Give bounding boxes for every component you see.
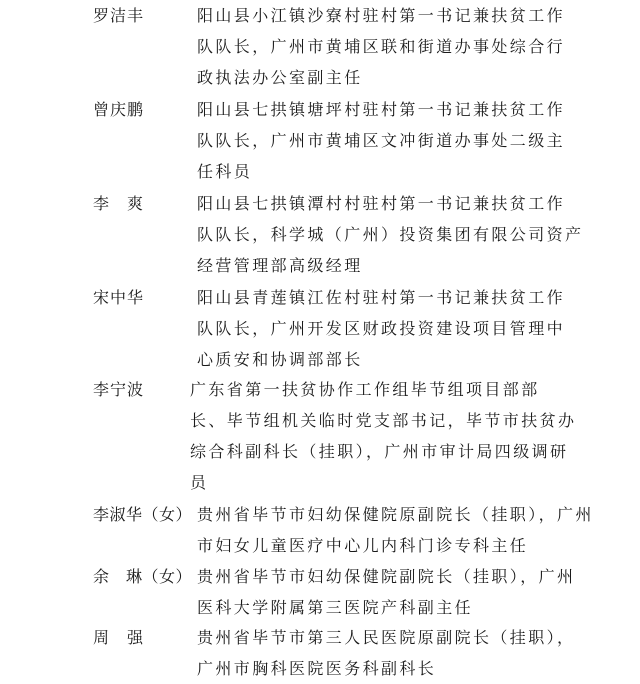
position-line: 员: [190, 473, 209, 492]
position-line: 政执法办公室副主任: [197, 68, 363, 87]
person-name: 李宁波: [93, 380, 145, 399]
person-position: [197, 188, 584, 281]
position-line: 队队长，广州开发区财政投资建设项目管理中: [197, 319, 566, 338]
person-name: 李淑华（女）: [93, 505, 193, 524]
position-line: 经营管理部高级经理: [197, 256, 363, 275]
position-line: 医科大学附属第三医院产科副主任: [197, 598, 474, 617]
person-position: [190, 374, 577, 498]
position-line: 阳山县青莲镇江佐村驻村第一书记兼扶贫工作: [197, 288, 566, 307]
position-line: 阳山县七拱镇塘坪村驻村第一书记兼扶贫工作: [197, 100, 566, 119]
position-line: 综合科副科长（挂职），广州市审计局四级调研: [190, 442, 569, 461]
position-line: 长、毕节组机关临时党支部书记，毕节市扶贫办: [190, 411, 577, 430]
person-name: 罗洁丰: [93, 6, 145, 25]
position-line: 队队长，广州市黄埔区文冲街道办事处二级主: [197, 131, 566, 150]
position-line: 贵州省毕节市第三人民医院原副院长（挂职），: [197, 628, 576, 647]
position-line: 任科员: [197, 162, 253, 181]
position-line: 队队长，科学城（广州）投资集团有限公司资产: [197, 225, 584, 244]
person-position: [197, 94, 566, 187]
position-line: 广州市胸科医院医务科副科长: [197, 659, 437, 678]
person-position: [197, 0, 566, 93]
position-line: 贵州省毕节市妇幼保健院副院长（挂职），广州: [197, 567, 576, 586]
person-position: [197, 499, 594, 561]
person-name: 余 琳（女）: [93, 567, 193, 586]
position-line: 队队长，广州市黄埔区联和街道办事处综合行: [197, 37, 566, 56]
position-line: 心质安和协调部部长: [197, 350, 363, 369]
person-name: 曾庆鹏: [93, 100, 145, 119]
person-position: [197, 282, 566, 375]
person-position: [197, 561, 576, 623]
position-line: 市妇女儿童医疗中心儿内科门诊专科主任: [197, 536, 529, 555]
person-position: [197, 622, 576, 684]
position-line: 阳山县七拱镇潭村村驻村第一书记兼扶贫工作: [197, 194, 566, 213]
person-name: 周 强: [93, 628, 145, 647]
position-line: 阳山县小江镇沙寮村驻村第一书记兼扶贫工作: [197, 6, 566, 25]
position-line: 广东省第一扶贫协作工作组毕节组项目部部: [190, 380, 540, 399]
person-name: 宋中华: [93, 288, 145, 307]
person-name: 李 爽: [93, 194, 145, 213]
position-line: 贵州省毕节市妇幼保健院原副院长（挂职），广州: [197, 505, 594, 524]
